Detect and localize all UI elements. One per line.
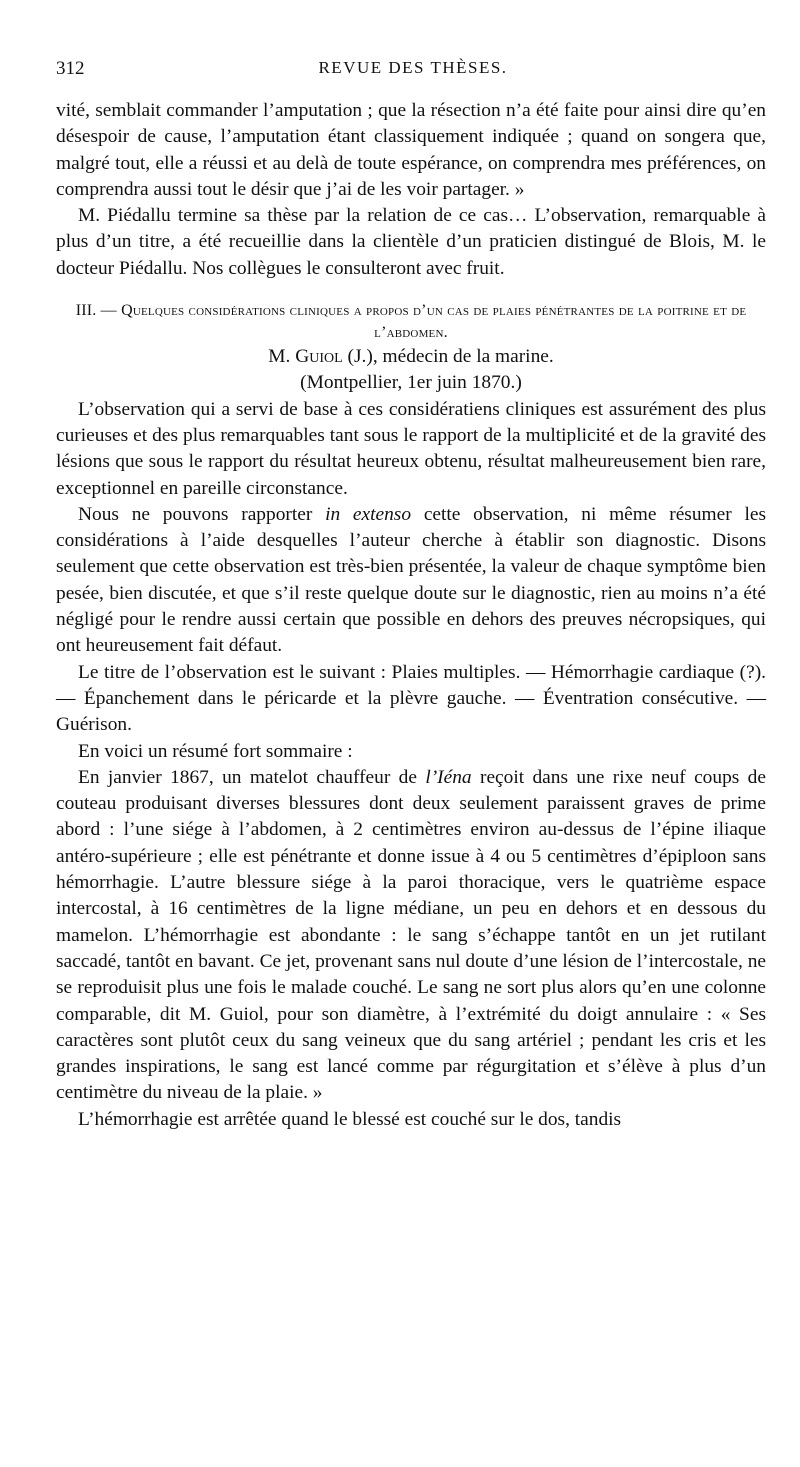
text-run: cette observation, ni même résumer les considérations à l’aide desquelles l’auteur cherche à établir son diagnostic. Disons seulement que cette observation est très-bien présentée, la valeur de chaque symptôme bien pesée, bien discutée, et que s’il reste quelque doute sur le diagnostic, rien au moins n’a été négligé pour le rendre aussi certain que possible en dehors des preuves nécropsiques, qui ont heureusement fait défaut.	[56, 503, 766, 657]
running-title: REVUE DES THÈSES.	[318, 58, 508, 77]
section-author	[56, 344, 766, 370]
italic-text: in extenso	[325, 503, 412, 525]
section-place-date: (Montpellier, 1er juin 1870.)	[300, 372, 522, 394]
paragraph-observation: L’observation qui a servi de base à ces considératiens cliniques est assurément des plus curieuses et des plus remarquables tant sous le rapport de la multiplicité et de la gravité des lésions que sous le rapport du résultat heureux obtenu, résultat malheureusement bien rare, exceptionnel en pareille circonstance.	[56, 398, 766, 499]
italic-text: l’Iéna	[425, 766, 472, 788]
paragraph-continuation: vité, semblait commander l’amputation ; que la résection n’a été faite pour ainsi dire qu’en désespoir de cause, l’amputation étant classiquement indiquée ; quand on songera que, malgré tout, elle a réussi et au delà de toute espérance, on comprendra mes préférences, on comprendra aussi tout le désir que j’ai de les voir partager. »	[56, 100, 766, 200]
paragraph-resume	[56, 765, 766, 1107]
paragraph-piedallu: M. Piédallu termine sa thèse par la relation de ce cas… L’observation, remarquable à plus d’un titre, a été recueillie dans la clientèle d’un praticien distingué de Blois, M. le docteur Piédallu. Nos collègues le consulteront avec fruit.	[56, 205, 766, 279]
text-run: Nous ne pouvons rapporter	[78, 503, 326, 525]
section-heading-block	[56, 300, 766, 397]
page-header	[56, 58, 770, 82]
page-number: 312	[56, 58, 85, 79]
author-rest: (J.), médecin de la marine.	[347, 346, 554, 368]
text-run: En janvier 1867, un matelot chauffeur de	[78, 766, 426, 788]
text-run: reçoit dans une rixe neuf coups de couteau produisant diverses blessures dont deux seulement paraissent graves de prime abord : l’une siége à l’abdomen, à 2 centimètres environ au-dessus de l’épine iliaque antéro-supérieure ; elle est pénétrante et donne issue à 4 ou 5 centimètres d’épiploon sans hémorrhagie. L’autre blessure siége à la paroi thoracique, vers le quatrième espace intercostal, à 16 centimètres de la ligne médiane, un peu en dehors et en dessous du mamelon. L’hémorrhagie est abondante : le sang s’échappe tantôt en un jet rutilant saccadé, tantôt en bavant. Ce jet, provenant sans nul doute d’une lésion de l’intercostale, ne se reproduisit plus une fois le malade couché. Le sang ne sort plus alors qu’en une colonne comparable, dit M. Guiol, pour son diamètre, à l’extrémité du doigt annulaire : « Ses caractères sont plutôt ceux du sang veineux que du sang artériel ; pendant les cris et les grandes inspirations, le sang est lancé comme par régurgitation et s’élève à plus d’un centimètre du niveau de la plaie. »	[56, 766, 766, 1104]
section-title: III. — Quelques considérations cliniques a propos d’un cas de plaies pénétrantes de la poitrine et de l’abdomen.	[75, 302, 747, 342]
page-body	[56, 98, 766, 1133]
paragraph-title-observation: Le titre de l’observation est le suivant : Plaies multiples. — Hémorrhagie cardiaque (?). — Épanchement dans le péricarde et la plèvre gauche. — Éventration consécutive. — Guérison.	[56, 661, 766, 736]
paragraph-in-extenso	[56, 502, 766, 660]
paragraph-resume-intro: En voici un résumé fort sommaire :	[78, 740, 353, 762]
author-prefix: M.	[268, 346, 291, 368]
paragraph-hemorrhage: L’hémorrhagie est arrêtée quand le blessé est couché sur le dos, tandis	[78, 1108, 622, 1130]
author-name: Guiol	[295, 346, 343, 368]
